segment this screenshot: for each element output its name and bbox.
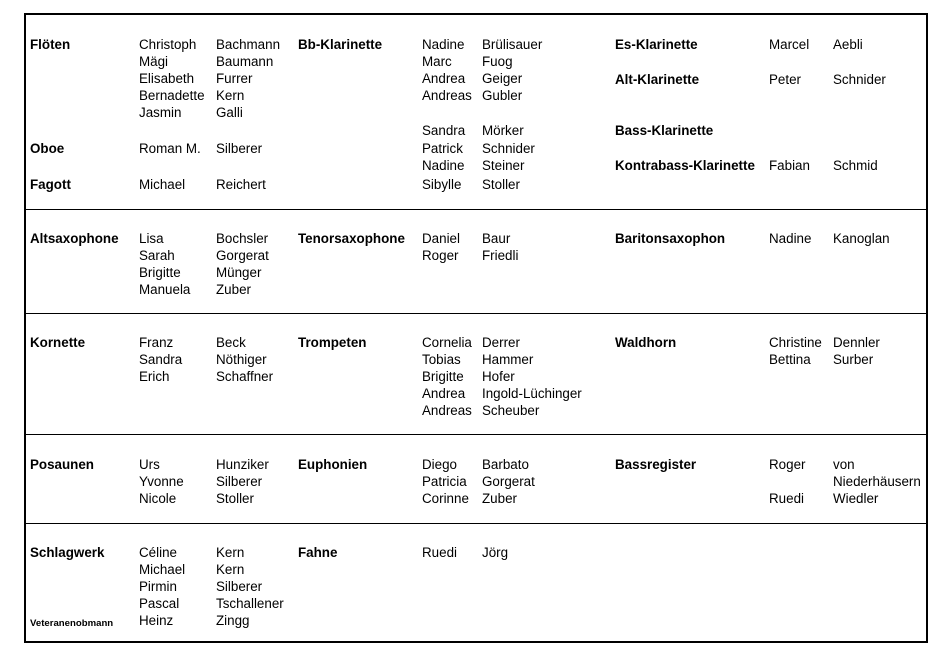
member-first-name: Ruedi xyxy=(422,545,457,560)
member-first-name: Michael xyxy=(139,562,186,577)
instrument-label-euphonien: Euphonien xyxy=(298,457,368,472)
member-first-name: Nadine xyxy=(422,37,465,52)
member-first-name: Brigitte xyxy=(139,265,181,280)
member-last-name: Kern xyxy=(216,545,245,560)
member-first-name: Tobias xyxy=(422,352,461,367)
member-first-name: Christoph xyxy=(139,37,197,52)
member-first-name: Nadine xyxy=(422,158,465,173)
member-last-name: Baumann xyxy=(216,54,274,69)
member-first-name: Bernadette xyxy=(139,88,205,103)
member-first-name: Andreas xyxy=(422,88,472,103)
member-last-name: Zuber xyxy=(216,282,251,297)
member-last-name: Dennler xyxy=(833,335,880,350)
section-divider xyxy=(26,523,926,524)
member-last-name: Hunziker xyxy=(216,457,269,472)
member-last-name: Fuog xyxy=(482,54,513,69)
member-last-name: Galli xyxy=(216,105,243,120)
member-last-name: Schnider xyxy=(833,72,886,87)
member-last-name: Barbato xyxy=(482,457,529,472)
member-first-name: Roman M. xyxy=(139,141,201,156)
instrument-label-fagott: Fagott xyxy=(30,177,71,192)
member-last-name: Brülisauer xyxy=(482,37,543,52)
member-last-name: Gorgerat xyxy=(482,474,535,489)
member-last-name: Schmid xyxy=(833,158,878,173)
member-last-name: Bochsler xyxy=(216,231,269,246)
member-first-name: Ruedi xyxy=(769,491,804,506)
member-last-name: Steiner xyxy=(482,158,525,173)
instrument-label-kornette: Kornette xyxy=(30,335,86,350)
member-last-name: Beck xyxy=(216,335,246,350)
instrument-label-trompeten: Trompeten xyxy=(298,335,367,350)
member-last-name: Gubler xyxy=(482,88,523,103)
member-last-name: Jörg xyxy=(482,545,509,560)
instrument-label-schlagwerk: Schlagwerk xyxy=(30,545,105,560)
member-first-name: Sarah xyxy=(139,248,175,263)
instrument-label-oboe: Oboe xyxy=(30,141,65,156)
member-first-name: Yvonne xyxy=(139,474,184,489)
member-first-name: Erich xyxy=(139,369,170,384)
member-last-name: Silberer xyxy=(216,579,263,594)
member-last-name: Gorgerat xyxy=(216,248,269,263)
member-first-name: Marc xyxy=(422,54,452,69)
member-first-name: Elisabeth xyxy=(139,71,195,86)
member-first-name: Sandra xyxy=(422,123,466,138)
member-last-name: Geiger xyxy=(482,71,523,86)
member-first-name: Urs xyxy=(139,457,160,472)
member-first-name: Diego xyxy=(422,457,457,472)
member-last-name: Baur xyxy=(482,231,511,246)
member-last-name: von xyxy=(833,457,855,472)
instrument-label-bb-klarinette: Bb-Klarinette xyxy=(298,37,383,52)
member-first-name: Patricia xyxy=(422,474,467,489)
member-first-name: Sibylle xyxy=(422,177,462,192)
member-last-name: Kanoglan xyxy=(833,231,890,246)
roster-table xyxy=(24,13,928,643)
section-divider xyxy=(26,313,926,314)
member-last-name: Tschallener xyxy=(216,596,284,611)
instrument-label-floten: Flöten xyxy=(30,37,71,52)
member-first-name: Andrea xyxy=(422,386,466,401)
member-first-name: Corinne xyxy=(422,491,469,506)
instrument-label-altsaxophone: Altsaxophone xyxy=(30,231,119,246)
member-last-name: Stoller xyxy=(216,491,254,506)
member-last-name: Bachmann xyxy=(216,37,281,52)
member-last-name-continued: Niederhäusern xyxy=(833,474,921,489)
member-last-name: Reichert xyxy=(216,177,266,192)
member-first-name: Peter xyxy=(769,72,802,87)
member-first-name: Fabian xyxy=(769,158,810,173)
member-last-name: Mörker xyxy=(482,123,524,138)
member-first-name: Marcel xyxy=(769,37,810,52)
instrument-label-alt-klarinette: Alt-Klarinette xyxy=(615,72,700,87)
member-last-name: Silberer xyxy=(216,474,263,489)
member-first-name: Andrea xyxy=(422,71,466,86)
member-last-name: Hammer xyxy=(482,352,534,367)
member-first-name: Jasmin xyxy=(139,105,182,120)
member-last-name: Surber xyxy=(833,352,874,367)
member-first-name: Lisa xyxy=(139,231,164,246)
instrument-label-veteranenobmann: Veteranenobmann xyxy=(30,618,114,629)
member-first-name: Céline xyxy=(139,545,177,560)
instrument-label-es-klarinette: Es-Klarinette xyxy=(615,37,698,52)
member-last-name: Wiedler xyxy=(833,491,879,506)
section-divider xyxy=(26,209,926,210)
instrument-label-waldhorn: Waldhorn xyxy=(615,335,677,350)
member-last-name: Stoller xyxy=(482,177,520,192)
member-first-name: Daniel xyxy=(422,231,460,246)
member-first-name: Pascal xyxy=(139,596,180,611)
member-first-name: Andreas xyxy=(422,403,472,418)
member-last-name: Nöthiger xyxy=(216,352,267,367)
member-first-name: Christine xyxy=(769,335,822,350)
member-first-name: Franz xyxy=(139,335,174,350)
member-first-name: Sandra xyxy=(139,352,183,367)
instrument-label-bass-klarinette: Bass-Klarinette xyxy=(615,123,714,138)
instrument-label-bassregister: Bassregister xyxy=(615,457,697,472)
member-first-name: Roger xyxy=(422,248,459,263)
instrument-label-posaunen: Posaunen xyxy=(30,457,94,472)
member-last-name: Kern xyxy=(216,88,245,103)
member-first-name: Heinz xyxy=(139,613,174,628)
member-first-name: Michael xyxy=(139,177,186,192)
member-first-name: Brigitte xyxy=(422,369,464,384)
member-first-name: Cornelia xyxy=(422,335,472,350)
member-last-name: Scheuber xyxy=(482,403,540,418)
member-last-name: Furrer xyxy=(216,71,253,86)
member-first-name: Manuela xyxy=(139,282,191,297)
member-last-name: Friedli xyxy=(482,248,519,263)
member-first-name: Patrick xyxy=(422,141,463,156)
member-last-name: Derrer xyxy=(482,335,520,350)
member-first-name: Nadine xyxy=(769,231,812,246)
member-first-name: Pirmin xyxy=(139,579,177,594)
member-first-name: Roger xyxy=(769,457,806,472)
member-last-name: Ingold-Lüchinger xyxy=(482,386,582,401)
instrument-label-tenorsaxophone: Tenorsaxophone xyxy=(298,231,405,246)
member-last-name: Schaffner xyxy=(216,369,274,384)
member-first-name: Mägi xyxy=(139,54,169,69)
instrument-label-kontrabass-klarinette: Kontrabass-Klarinette xyxy=(615,158,755,173)
member-last-name: Zingg xyxy=(216,613,250,628)
member-last-name: Zuber xyxy=(482,491,517,506)
member-last-name: Münger xyxy=(216,265,262,280)
member-last-name: Silberer xyxy=(216,141,263,156)
instrument-label-baritonsaxophon: Baritonsaxophon xyxy=(615,231,726,246)
member-last-name: Hofer xyxy=(482,369,515,384)
member-last-name: Schnider xyxy=(482,141,535,156)
member-last-name: Aebli xyxy=(833,37,863,52)
section-divider xyxy=(26,434,926,435)
instrument-label-fahne: Fahne xyxy=(298,545,338,560)
member-first-name: Nicole xyxy=(139,491,177,506)
member-first-name: Bettina xyxy=(769,352,811,367)
member-last-name: Kern xyxy=(216,562,245,577)
